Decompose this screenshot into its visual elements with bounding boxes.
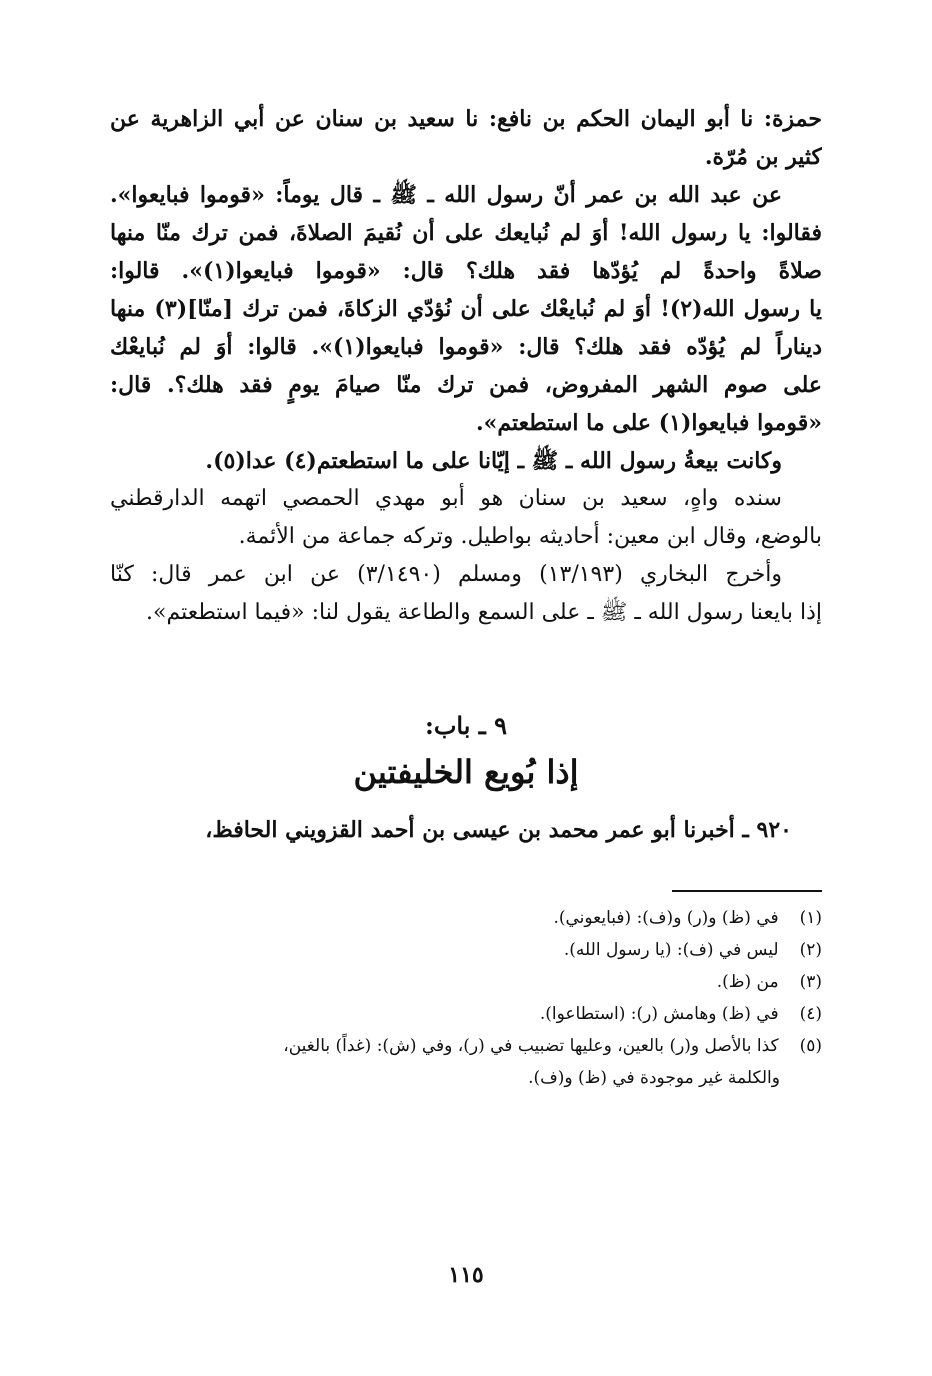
- commentary-line: إذا بايعنا رسول الله ـ ﷺ ـ على السمع والطاعة يقول لنا: «فيما استطعتم».: [145, 600, 822, 625]
- commentary-line: وأخرج البخاري (١٣/١٩٣) ومسلم (٣/١٤٩٠) عن ابن عمر قال: كنّا: [110, 562, 782, 587]
- hadith-line: ديناراً لم يُؤدّه فقد هلك؟ قال: «قوموا فبايعوا(١)». قالوا: أوَ لم نُبايعْك: [110, 334, 822, 360]
- footnote: [110, 966, 822, 998]
- footnote-text: كذا بالأصل و(ر) بالعين، وعليها تضبيب في (ر)، وفي (ش): (غداً) بالغين،: [283, 1036, 779, 1056]
- section-gap: [110, 632, 822, 686]
- commentary-line: سنده واهٍ، سعيد بن سنان هو أبو مهدي الحمصي اتهمه الدارقطني: [110, 486, 782, 511]
- page-body: [110, 100, 822, 1094]
- hadith-line: فقالوا: يا رسول الله! أوَ لم نُبايعك على أن نُقيمَ الصلاةَ، فمن ترك منّا منها: [110, 220, 822, 246]
- footnote: [110, 934, 822, 966]
- footnote-number: (١): [799, 908, 822, 928]
- footnote-text: من (ظ).: [716, 972, 779, 992]
- footnote-number: (٤): [799, 1004, 822, 1024]
- footnote-number: (٢): [799, 940, 822, 960]
- hadith-920-line: ٩٢٠ ـ أخبرنا أبو عمر محمد بن عيسى بن أحمد القزويني الحافظ،: [205, 817, 792, 843]
- hadith-line: على صوم الشهر المفروض، فمن ترك منّا صيامَ يومٍ فقد هلك؟. قال:: [110, 372, 822, 398]
- footnote: [110, 1030, 822, 1062]
- hadith-line: «قوموا فبايعوا(١) على ما استطعتم».: [475, 410, 822, 436]
- footnote-separator: [672, 890, 822, 892]
- footnote-continuation: والكلمة غير موجودة في (ظ) و(ف).: [528, 1068, 780, 1088]
- footnote-text: في (ظ) و(ر) و(ف): (فبايعوني).: [553, 908, 779, 928]
- footnote: [110, 998, 822, 1030]
- chapter-label: ٩ ـ باب:: [424, 711, 508, 740]
- footnote-number: (٥): [799, 1036, 822, 1056]
- hadith-line: يا رسول الله(٢)! أوَ لم نُبايعْك على أن نُؤدّي الزكاةَ، فمن ترك [منّا](٣) منها: [110, 296, 822, 322]
- commentary-line: بالوضع، وقال ابن معين: أحاديثه بواطيل. وتركه جماعة من الأئمة.: [238, 524, 822, 549]
- chapter-title: إذا بُويع الخليفتين: [353, 753, 579, 791]
- footnote-text: ليس في (ف): (يا رسول الله).: [563, 940, 779, 960]
- footnote-text: في (ظ) وهامش (ر): (استطاعوا).: [539, 1004, 779, 1024]
- footnote-number: (٣): [799, 972, 822, 992]
- isnad-line: كثير بن مُرّة.: [704, 144, 822, 170]
- hadith-line: صلاةً واحدةً لم يُؤدّها فقد هلك؟ قال: «قوموا فبايعوا(١)». قالوا:: [110, 258, 822, 284]
- hadith-line: وكانت بيعةُ رسول الله ـ ﷺ ـ إيّانا على ما استطعتم(٤) عدا(٥).: [205, 448, 782, 474]
- isnad-line: حمزة: نا أبو اليمان الحكم بن نافع: نا سعيد بن سنان عن أبي الزاهرية عن: [110, 106, 822, 132]
- hadith-line: عن عبد الله بن عمر أنّ رسول الله ـ ﷺ ـ قال يوماً: «قوموا فبايعوا».: [110, 182, 782, 208]
- footnote: [110, 902, 822, 934]
- page-number: ١١٥: [448, 1262, 484, 1288]
